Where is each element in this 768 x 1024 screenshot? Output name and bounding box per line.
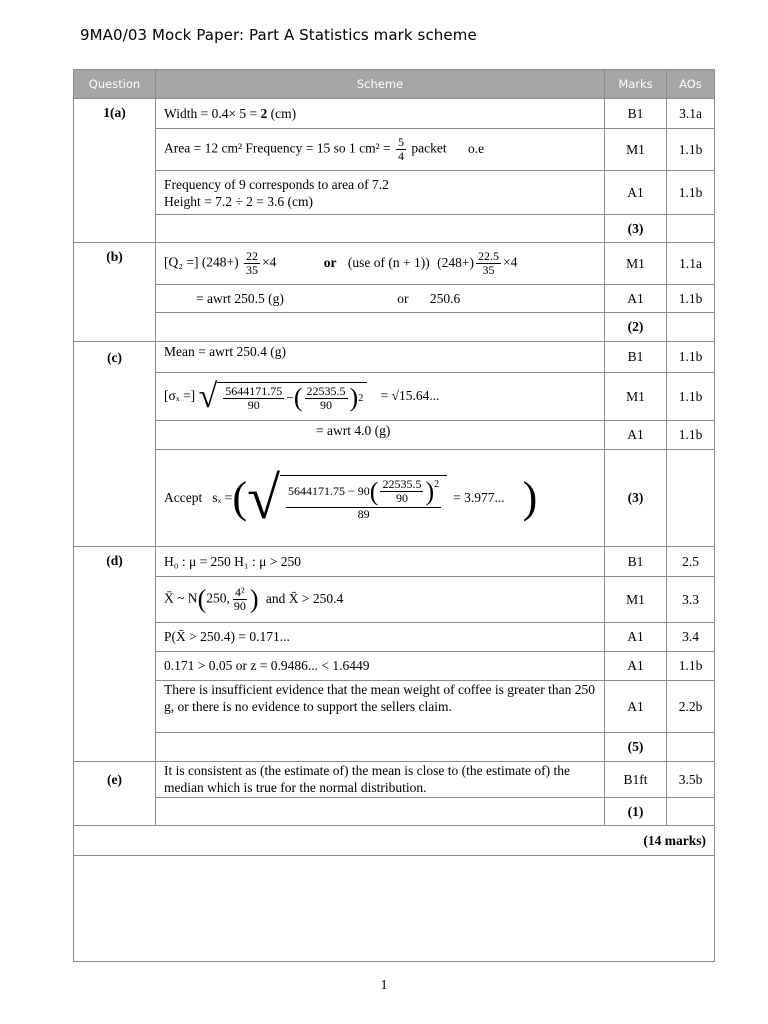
- table-row: [74, 623, 715, 652]
- blank-cell: [74, 856, 715, 962]
- empty-row: [74, 856, 715, 962]
- accept-formula: [164, 451, 596, 545]
- scheme-cell: [156, 623, 605, 652]
- marks-cell: M1: [605, 577, 667, 623]
- numerator: 22535.5: [306, 383, 346, 398]
- scheme-text: (use of (n + 1)): [347, 254, 430, 270]
- subtotal-row: [74, 313, 715, 342]
- scheme-cell: [156, 450, 605, 547]
- ao-cell: 1.1b: [667, 342, 715, 373]
- scheme-cell: [156, 733, 605, 762]
- scheme-text: Mean = awrt 250.4 (g): [164, 344, 286, 359]
- fraction: [223, 385, 284, 412]
- mark-scheme-table: [73, 69, 715, 962]
- denominator: 35: [482, 263, 495, 277]
- total-row: [74, 826, 715, 856]
- scheme-answer: 2: [260, 105, 268, 121]
- denominator: 90: [233, 599, 246, 613]
- scheme-text: Area = 12 cm² Frequency = 15 so 1 cm² =: [164, 140, 395, 156]
- scheme-text: 250.6: [429, 290, 461, 306]
- ao-cell: [667, 733, 715, 762]
- table-row: [74, 577, 715, 623]
- table-row: [74, 421, 715, 450]
- question-label: (d): [74, 547, 156, 762]
- scheme-text: = √15.64...: [380, 387, 440, 403]
- fraction: [244, 250, 260, 277]
- scheme-line: Height = 7.2 ÷ 2 = 3.6 (cm): [164, 193, 313, 209]
- subtotal-cell: (3): [605, 215, 667, 243]
- fraction: [305, 385, 348, 412]
- numerator: 4²: [235, 585, 245, 599]
- scheme-text: = 3.977...: [453, 490, 505, 505]
- paren-icon: ): [249, 584, 259, 614]
- marks-cell: A1: [605, 623, 667, 652]
- scheme-cell: [156, 171, 605, 215]
- marks-cell: M1: [605, 243, 667, 285]
- marks-cell: A1: [605, 171, 667, 215]
- table-row: [74, 762, 715, 798]
- scheme-cell: [156, 421, 605, 450]
- denominator: 4: [398, 149, 405, 163]
- scheme-text: ×4: [503, 254, 518, 270]
- scheme-cell: [156, 762, 605, 798]
- marks-cell: A1: [605, 421, 667, 450]
- table-row: [74, 681, 715, 733]
- denominator: 90: [395, 491, 408, 505]
- scheme-text: (248+): [437, 254, 474, 270]
- ao-cell: 2.2b: [667, 681, 715, 733]
- table-row: [74, 285, 715, 313]
- scheme-unit: (cm): [267, 105, 297, 121]
- paren-icon: (: [369, 476, 379, 506]
- scheme-text: 250,: [206, 590, 230, 606]
- question-label: (b): [74, 243, 156, 342]
- scheme-text: 0.171 > 0.05 or z = 0.9486... < 1.6449: [164, 658, 370, 673]
- exponent: 2: [434, 479, 440, 490]
- subtotal-cell: (5): [605, 733, 667, 762]
- table-row: [74, 171, 715, 215]
- ao-cell: 2.5: [667, 547, 715, 577]
- ao-cell: 1.1b: [667, 129, 715, 171]
- ao-cell: [667, 215, 715, 243]
- subtotal-cell: (1): [605, 798, 667, 826]
- question-label: (e): [74, 762, 156, 826]
- scheme-text: P(X̄ > 250.4) = 0.171...: [164, 629, 290, 644]
- total-marks: (14 marks): [74, 826, 715, 856]
- ao-cell: 1.1b: [667, 171, 715, 215]
- sqrt-icon: √: [198, 377, 218, 415]
- paren-icon: ): [522, 473, 538, 522]
- table-row: [74, 342, 715, 373]
- or-label: or: [397, 290, 409, 306]
- table-row: [74, 373, 715, 421]
- fraction: [476, 250, 501, 277]
- sigma-label: [σₓ =]: [164, 387, 196, 403]
- marks-cell: M1: [605, 373, 667, 421]
- header-aos: AOs: [667, 70, 715, 99]
- table-row: [74, 547, 715, 577]
- marks-cell: B1ft: [605, 762, 667, 798]
- scheme-text: ×4: [262, 254, 277, 270]
- scheme-text: packet: [408, 140, 447, 156]
- fraction: [396, 136, 406, 163]
- scheme-text: (248+): [201, 254, 239, 270]
- sx-label: sₓ =: [212, 490, 233, 505]
- marks-cell: A1: [605, 652, 667, 681]
- subtotal-row: [74, 733, 715, 762]
- scheme-text: It is consistent as (the estimate of) the mean is close to (the estimate of) the median which is true for the normal distribution.: [164, 763, 571, 795]
- header-marks: Marks: [605, 70, 667, 99]
- table-header-row: [74, 70, 715, 99]
- fraction: [286, 478, 441, 521]
- numerator: 22.5: [478, 249, 499, 263]
- ao-cell: [667, 450, 715, 547]
- page-number: 1: [380, 978, 388, 993]
- sqrt-body: [280, 475, 447, 521]
- scheme-text: and X̄ > 250.4: [265, 590, 344, 606]
- subtotal-cell: (3): [605, 450, 667, 547]
- subtotal-row: [74, 215, 715, 243]
- paren-icon: ): [349, 383, 359, 412]
- numerator: [286, 478, 441, 508]
- denominator: 90: [247, 397, 260, 412]
- ao-cell: 1.1b: [667, 421, 715, 450]
- table-row: [74, 243, 715, 285]
- scheme-line: Frequency of 9 corresponds to area of 7.2: [164, 176, 389, 192]
- marks-cell: B1: [605, 547, 667, 577]
- scheme-cell: [156, 243, 605, 285]
- marks-cell: B1: [605, 342, 667, 373]
- paren-icon: (: [232, 473, 248, 522]
- ao-cell: 1.1b: [667, 373, 715, 421]
- oe-note: o.e: [468, 140, 485, 156]
- ao-cell: [667, 313, 715, 342]
- scheme-cell: [156, 285, 605, 313]
- denominator: 90: [320, 397, 333, 412]
- q2-label: [Q₂ =]: [164, 254, 202, 270]
- header-scheme: Scheme: [156, 70, 605, 99]
- accept-label: Accept: [164, 490, 203, 505]
- ao-cell: 1.1b: [667, 285, 715, 313]
- table-row: [74, 450, 715, 547]
- marks-cell: A1: [605, 681, 667, 733]
- numerator: 5644171.75: [225, 383, 283, 398]
- scheme-cell: [156, 129, 605, 171]
- scheme-cell: [156, 652, 605, 681]
- subtotal-cell: (2): [605, 313, 667, 342]
- subtotal-row: [74, 798, 715, 826]
- scheme-cell: [156, 577, 605, 623]
- numerator-text: 5644171.75 − 90: [288, 484, 370, 498]
- ao-cell: 1.1b: [667, 652, 715, 681]
- numerator: 22535.5: [382, 477, 422, 491]
- scheme-cell: [156, 215, 605, 243]
- marks-cell: B1: [605, 99, 667, 129]
- paren-icon: (: [293, 383, 303, 412]
- paren-icon: (: [197, 584, 207, 614]
- ao-cell: 3.3: [667, 577, 715, 623]
- scheme-text: = awrt 250.5 (g): [196, 290, 284, 306]
- exponent: 2: [358, 392, 364, 404]
- ao-cell: 3.1a: [667, 99, 715, 129]
- fraction: [232, 586, 248, 613]
- numerator: 22: [246, 249, 259, 263]
- paren-icon: ): [425, 476, 435, 506]
- scheme-cell: [156, 342, 605, 373]
- scheme-cell: [156, 547, 605, 577]
- scheme-cell: [156, 313, 605, 342]
- document-title: 9MA0/03 Mock Paper: Part A Statistics mark scheme: [80, 26, 477, 44]
- scheme-cell: [156, 681, 605, 733]
- scheme-text: Width = 0.4× 5 =: [164, 105, 261, 121]
- header-question: Question: [74, 70, 156, 99]
- ao-cell: 3.5b: [667, 762, 715, 798]
- numerator: 5: [398, 135, 405, 149]
- scheme-cell: [156, 798, 605, 826]
- scheme-text: There is insufficient evidence that the mean weight of coffee is greater than 250 g, or there is no evidence to support the sellers claim.: [164, 682, 595, 714]
- scheme-cell: [156, 99, 605, 129]
- ao-cell: 1.1a: [667, 243, 715, 285]
- square-root: [198, 377, 368, 415]
- scheme-text: = awrt 4.0 (g): [316, 423, 391, 438]
- sqrt-icon: √: [247, 465, 280, 531]
- question-label: (c): [74, 342, 156, 547]
- marks-cell: A1: [605, 285, 667, 313]
- ao-cell: 3.4: [667, 623, 715, 652]
- table-row: [74, 652, 715, 681]
- marks-cell: M1: [605, 129, 667, 171]
- sqrt-body: [217, 382, 367, 412]
- square-root: [247, 465, 447, 531]
- denominator: 89: [357, 507, 370, 521]
- scheme-cell: [156, 373, 605, 421]
- denominator: 35: [246, 263, 259, 277]
- table-row: [74, 99, 715, 129]
- minus-sign: −: [286, 390, 294, 405]
- ao-cell: [667, 798, 715, 826]
- or-label: or: [323, 254, 337, 270]
- table-row: [74, 129, 715, 171]
- fraction: [380, 478, 423, 505]
- question-label: 1(a): [74, 99, 156, 243]
- scheme-text: X̄ ~ N: [164, 590, 198, 606]
- scheme-text: H₀ : μ = 250 H₁ : μ > 250: [164, 553, 301, 569]
